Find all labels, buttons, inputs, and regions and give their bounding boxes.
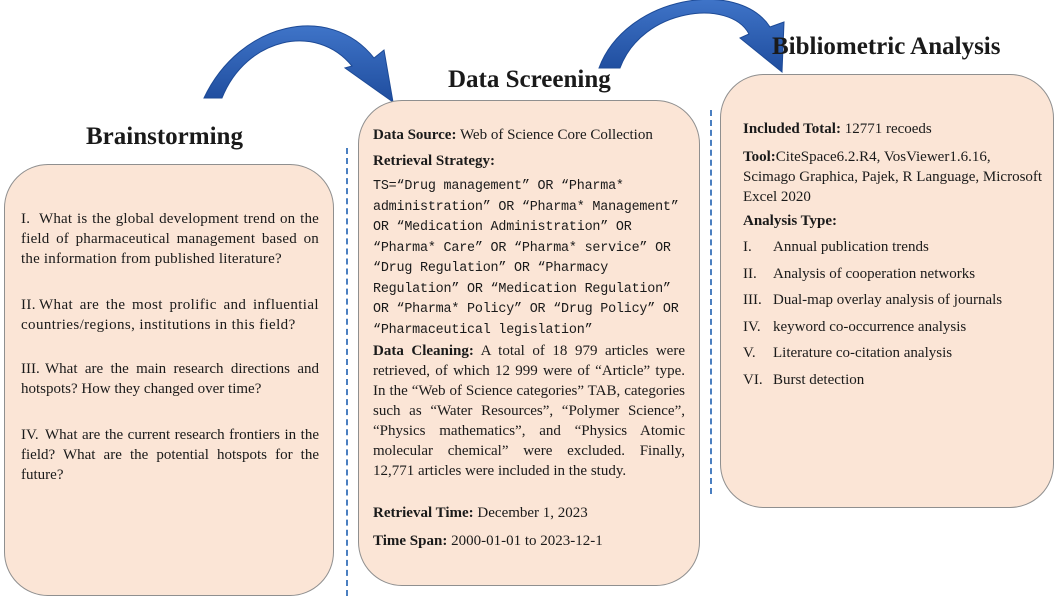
tool-list: Tool:CiteSpace6.2.R4, VosViewer1.6.16, Scimago Graphica, Pajek, R Language, Microsoft Excel 2020 bbox=[743, 149, 1043, 205]
analysis-type-item: IV. keyword co-occurrence analysis bbox=[743, 319, 967, 335]
analysis-title: Bibliometric Analysis bbox=[772, 33, 1001, 60]
analysis-type-item: VI. Burst detection bbox=[743, 372, 865, 388]
time-span: Time Span: 2000-01-01 to 2023-12-1 bbox=[373, 533, 603, 549]
retrieval-strategy-text: TS=“Drug management” OR “Pharma* administration” OR “Pharma* Management” OR “Medication Administration” OR “Pharma* Care” OR “Pharma* service” OR “Drug Regulation” OR “Pharmacy Regulation” OR “Medication Regulation” OR “Pharma* Policy” OR “Drug Policy” OR “Pharmaceutical legislation” bbox=[373, 179, 679, 338]
brainstorming-title: Brainstorming bbox=[86, 123, 243, 150]
analysis-type-item: III. Dual-map overlay analysis of journals bbox=[743, 292, 1003, 308]
retrieval-strategy-label: Retrieval Strategy: bbox=[373, 153, 496, 169]
curved-arrow-icon bbox=[204, 26, 393, 102]
analysis-type-item: I. Annual publication trends bbox=[743, 239, 929, 255]
analysis-type-item: V. Literature co-citation analysis bbox=[743, 345, 953, 361]
divider-right bbox=[710, 110, 712, 494]
included-total: Included Total: 12771 recoeds bbox=[743, 121, 932, 137]
retrieval-time: Retrieval Time: December 1, 2023 bbox=[373, 505, 588, 521]
screening-box bbox=[358, 100, 700, 586]
question-item: III. What are the main research directions and hotspots? How they changed over time? bbox=[21, 361, 319, 397]
divider-left bbox=[346, 148, 348, 596]
question-item: I. What is the global development trend on the field of pharmaceutical management based on the information from published literature? bbox=[21, 211, 319, 267]
data-source: Data Source: Web of Science Core Collection bbox=[373, 127, 653, 143]
curved-arrow-icon bbox=[599, 0, 784, 72]
question-item: IV. What are the current research frontiers in the field? What are the potential hotspots for the future? bbox=[21, 427, 319, 483]
analysis-type-label: Analysis Type: bbox=[743, 213, 838, 229]
analysis-type-item: II. Analysis of cooperation networks bbox=[743, 266, 976, 282]
data-cleaning: Data Cleaning: A total of 18 979 articles were retrieved, of which 12 999 were of “Article” type. In the “Web of Science categories” TAB, categories such as “Water Resources”, “Polymer Science”, “Physics mathematics”, and “Physics Atomic molecular chemical” were excluded. Finally, 12,771 articles were included in the study. bbox=[373, 343, 685, 479]
analysis-box bbox=[720, 74, 1054, 508]
question-item: II. What are the most prolific and influential countries/regions, institutions in this field? bbox=[21, 297, 319, 333]
screening-title: Data Screening bbox=[448, 66, 611, 93]
brainstorming-box bbox=[4, 164, 334, 596]
